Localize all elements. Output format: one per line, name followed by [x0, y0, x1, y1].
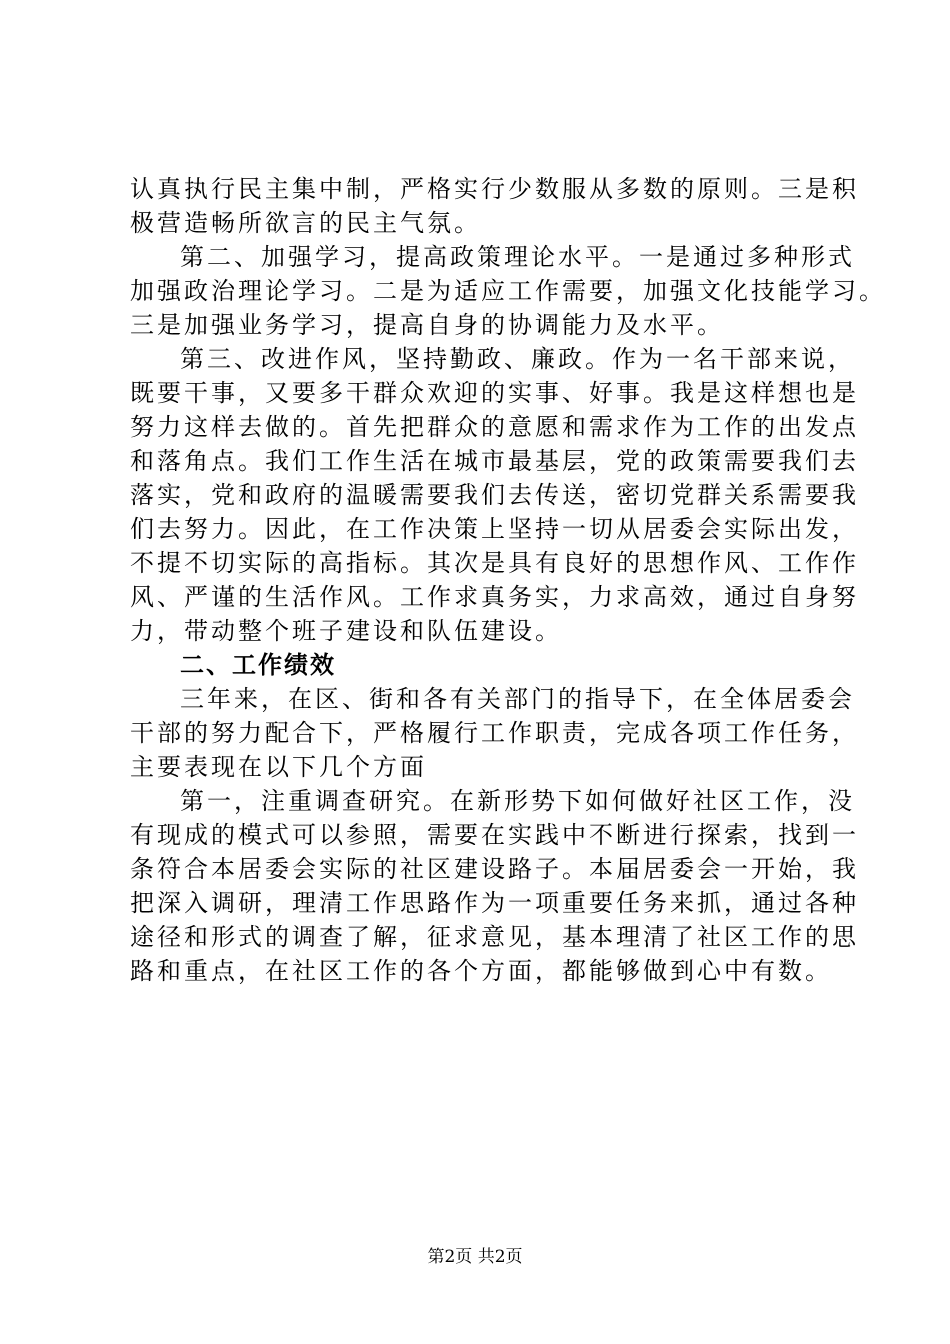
text-line: 和落角点。我们工作生活在城市最基层，党的政策需要我们去 [130, 447, 859, 475]
text-line: 落实，党和政府的温暖需要我们去传送，密切党群关系需要我 [130, 481, 859, 509]
text-line: 既要干事，又要多干群众欢迎的实事、好事。我是这样想也是 [130, 379, 859, 407]
paragraph-start-line: 三年来，在区、街和各有关部门的指导下，在全体居委会 [180, 685, 855, 713]
document-body [130, 172, 886, 988]
text-line: 努力这样去做的。首先把群众的意愿和需求作为工作的出发点 [130, 413, 859, 441]
paragraph-start-line: 第一，注重调查研究。在新形势下如何做好社区工作，没 [180, 787, 855, 815]
text-line: 不提不切实际的高指标。其次是具有良好的思想作风、工作作 [130, 549, 859, 577]
text-line: 力，带动整个班子建设和队伍建设。 [130, 617, 562, 645]
text-line: 路和重点，在社区工作的各个方面，都能够做到心中有数。 [130, 957, 832, 985]
text-line: 干部的努力配合下，严格履行工作职责，完成各项工作任务， [130, 719, 859, 747]
text-line: 条符合本居委会实际的社区建设路子。本届居委会一开始，我 [130, 855, 859, 883]
section-heading: 二、工作绩效 [180, 651, 336, 679]
paragraph-start-line: 第三、改进作风，坚持勤政、廉政。作为一名干部来说， [180, 345, 855, 373]
text-line: 途径和形式的调查了解，征求意见，基本理清了社区工作的思 [130, 923, 859, 951]
text-line: 主要表现在以下几个方面 [130, 753, 427, 781]
text-line: 们去努力。因此，在工作决策上坚持一切从居委会实际出发， [130, 515, 859, 543]
text-line: 三是加强业务学习，提高自身的协调能力及水平。 [130, 311, 724, 339]
text-line: 把深入调研，理清工作思路作为一项重要任务来抓，通过各种 [130, 889, 859, 917]
text-line: 加强政治理论学习。二是为适应工作需要，加强文化技能学习。 [130, 277, 886, 305]
text-line: 有现成的模式可以参照，需要在实践中不断进行探索，找到一 [130, 821, 859, 849]
text-line: 极营造畅所欲言的民主气氛。 [130, 209, 481, 237]
text-line: 风、严谨的生活作风。工作求真务实，力求高效，通过自身努 [130, 583, 859, 611]
paragraph-start-line: 第二、加强学习，提高政策理论水平。一是通过多种形式 [180, 243, 855, 271]
text-line: 认真执行民主集中制，严格实行少数服从多数的原则。三是积 [130, 175, 859, 203]
page-footer: 第2页 共2页 [427, 1247, 523, 1267]
